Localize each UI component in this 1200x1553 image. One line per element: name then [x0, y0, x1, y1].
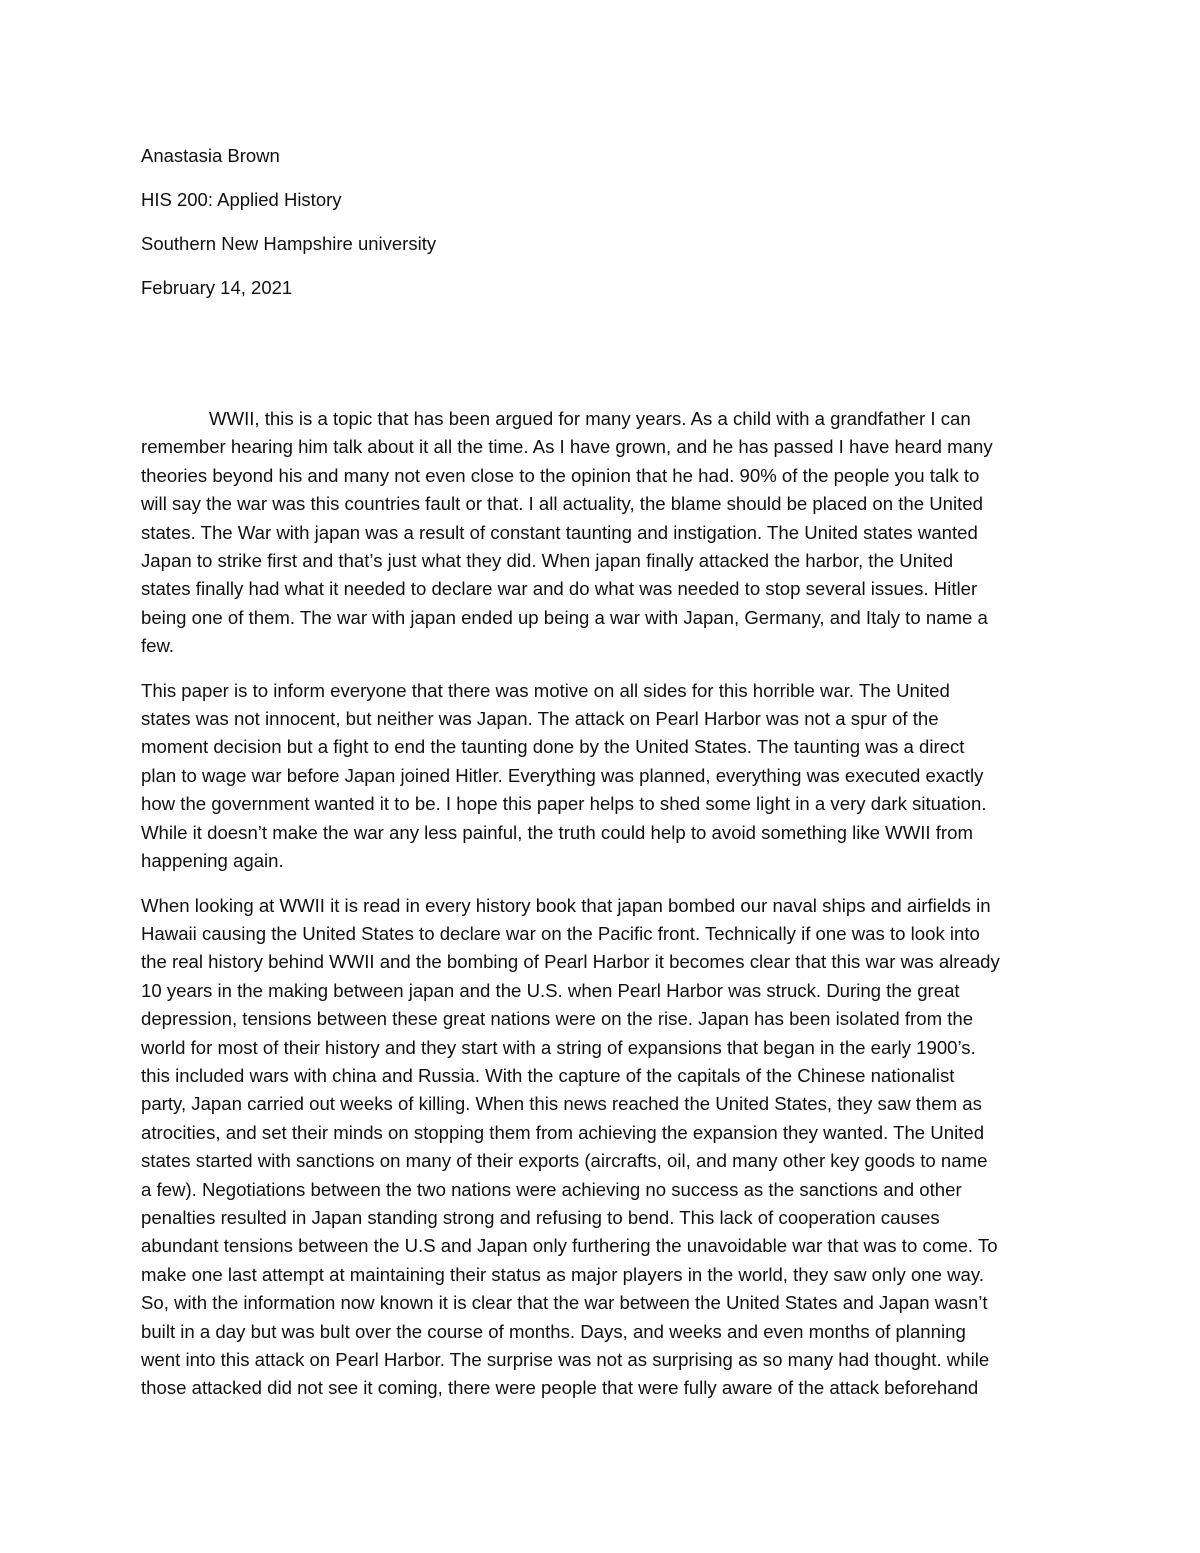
paragraph-2	[141, 677, 1059, 876]
paragraph-line: Japan to strike first and that’s just what they did. When japan finally attacked the harbor, the United	[141, 550, 954, 572]
paragraph-line: states finally had what it needed to declare war and do what was needed to stop several issues. Hitler	[141, 578, 978, 600]
paragraph-line: WWII, this is a topic that has been argued for many years. As a child with a grandfather I can	[209, 408, 971, 429]
paragraph-line: went into this attack on Pearl Harbor. The surprise was not as surprising as so many had thought. while	[141, 1349, 990, 1370]
document-body	[141, 405, 1059, 1419]
paragraph-line: the real history behind WWII and the bombing of Pearl Harbor it becomes clear that this war was already	[141, 951, 1000, 973]
paragraph-line: atrocities, and set their minds on stopping them from achieving the expansion they wanted. The United	[141, 1121, 985, 1143]
paragraph-line: being one of them. The war with japan ended up being a war with Japan, Germany, and Italy to name a	[141, 606, 988, 628]
paragraph-line: party, Japan carried out weeks of killing. When this news reached the United States, they saw them as	[141, 1093, 982, 1115]
paragraph-line: plan to wage war before Japan joined Hitler. Everything was planned, everything was executed exactly	[141, 764, 984, 786]
institution-name: Southern New Hampshire university	[141, 233, 437, 254]
paragraph-line: moment decision but a fight to end the taunting done by the United States. The taunting was a direct	[141, 736, 965, 758]
paragraph-line: states was not innocent, but neither was Japan. The attack on Pearl Harbor was not a spur of the	[141, 708, 939, 730]
paragraph-line: states. The War with japan was a result of constant taunting and instigation. The United states wanted	[141, 521, 978, 543]
paragraph-line: abundant tensions between the U.S and Japan only furthering the unavoidable war that was to come. To	[141, 1235, 998, 1257]
paragraph-line: theories beyond his and many not even close to the opinion that he had. 90% of the people you talk to	[141, 464, 980, 486]
paragraph-line: world for most of their history and they start with a string of expansions that began in the early 1900’s.	[141, 1036, 976, 1058]
paragraph-line: depression, tensions between these great nations were on the rise. Japan has been isolated from the	[141, 1008, 974, 1030]
paragraph-line: remember hearing him talk about it all the time. As I have grown, and he has passed I have heard many	[141, 436, 993, 458]
author-name: Anastasia Brown	[141, 145, 280, 166]
paragraph-line: a few). Negotiations between the two nations were achieving no success as the sanctions and other	[141, 1178, 962, 1200]
paragraph-line: how the government wanted it to be. I hope this paper helps to shed some light in a very dark situation.	[141, 793, 987, 815]
paragraph-1	[141, 405, 1059, 661]
course-name: HIS 200: Applied History	[141, 189, 342, 210]
paragraph-line: When looking at WWII it is read in every history book that japan bombed our naval ships and airfields in	[141, 894, 991, 916]
paragraph-line: built in a day but was bult over the course of months. Days, and weeks and even months of planning	[141, 1320, 966, 1342]
paragraph-line: this included wars with china and Russia. With the capture of the capitals of the Chinese nationalist	[141, 1064, 955, 1086]
paragraph-line: penalties resulted in Japan standing strong and refusing to bend. This lack of cooperation causes	[141, 1206, 940, 1228]
paragraph-line: While it doesn’t make the war any less painful, the truth could help to avoid something like WWII from	[141, 821, 973, 843]
paragraph-line: will say the war was this countries fault or that. I all actuality, the blame should be placed on the United	[141, 493, 983, 515]
paragraph-line: Hawaii causing the United States to declare war on the Pacific front. Technically if one was to look into	[141, 922, 980, 944]
paragraph-line: those attacked did not see it coming, there were people that were fully aware of the attack beforehand	[141, 1377, 979, 1399]
document-date: February 14, 2021	[141, 277, 293, 298]
paragraph-line: happening again.	[141, 850, 284, 872]
document-header	[141, 142, 1061, 318]
paragraph-3	[141, 892, 1059, 1403]
paragraph-line: So, with the information now known it is clear that the war between the United States and Japan wasn’t	[141, 1292, 988, 1314]
paragraph-line: states started with sanctions on many of their exports (aircrafts, oil, and many other key goods to name	[141, 1150, 988, 1172]
paragraph-line: few.	[141, 635, 175, 657]
paragraph-line: make one last attempt at maintaining their status as major players in the world, they saw only one way.	[141, 1263, 984, 1285]
paragraph-line: 10 years in the making between japan and the U.S. when Pearl Harbor was struck. During the great	[141, 979, 960, 1001]
paragraph-line: This paper is to inform everyone that there was motive on all sides for this horrible war. The United	[141, 679, 950, 701]
